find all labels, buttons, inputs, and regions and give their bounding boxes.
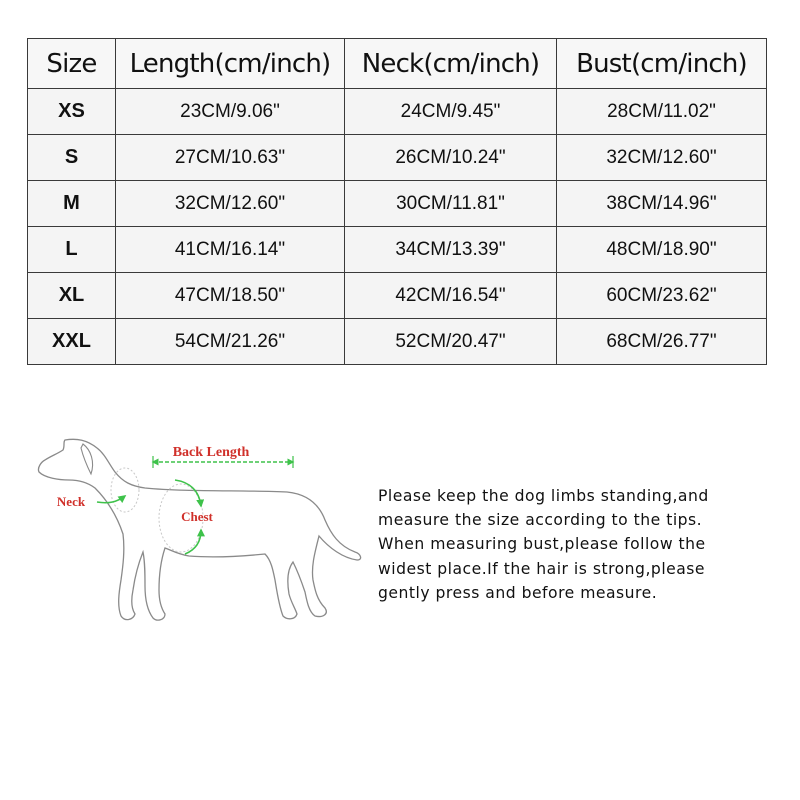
- size-cell: M: [28, 181, 116, 227]
- neck-cell: 34CM/13.39": [345, 227, 557, 273]
- header-bust: Bust(cm/inch): [557, 39, 767, 89]
- dog-silhouette-icon: [38, 439, 360, 620]
- length-cell: 41CM/16.14": [116, 227, 345, 273]
- table-row: [28, 273, 767, 319]
- neck-cell: 42CM/16.54": [345, 273, 557, 319]
- table-row: [28, 227, 767, 273]
- neck-cell: 26CM/10.24": [345, 135, 557, 181]
- bust-cell: 68CM/26.77": [557, 319, 767, 365]
- measuring-tips: [378, 484, 788, 605]
- bust-cell: 38CM/14.96": [557, 181, 767, 227]
- tip-line: Please keep the dog limbs standing,and: [378, 487, 709, 505]
- length-cell: 27CM/10.63": [116, 135, 345, 181]
- length-cell: 47CM/18.50": [116, 273, 345, 319]
- neck-label: Neck: [56, 494, 86, 509]
- table-row: [28, 181, 767, 227]
- length-cell: 54CM/21.26": [116, 319, 345, 365]
- size-cell: S: [28, 135, 116, 181]
- size-cell: XXL: [28, 319, 116, 365]
- tip-line: When measuring bust,please follow the: [378, 535, 706, 554]
- tip-line: gently press and before measure.: [378, 583, 658, 602]
- tip-line: measure the size according to the tips.: [378, 511, 703, 530]
- size-chart-table: [27, 38, 767, 365]
- bust-cell: 28CM/11.02": [557, 89, 767, 135]
- length-cell: 23CM/9.06": [116, 89, 345, 135]
- table-row: [28, 135, 767, 181]
- bust-cell: 48CM/18.90": [557, 227, 767, 273]
- length-cell: 32CM/12.60": [116, 181, 345, 227]
- bust-cell: 60CM/23.62": [557, 273, 767, 319]
- table-header-row: [28, 39, 767, 89]
- dog-measurement-diagram: [25, 430, 375, 630]
- neck-cell: 24CM/9.45": [345, 89, 557, 135]
- tip-line: widest place.If the hair is strong,please: [378, 559, 706, 578]
- size-cell: XS: [28, 89, 116, 135]
- table-row: [28, 319, 767, 365]
- header-neck: Neck(cm/inch): [345, 39, 557, 89]
- size-cell: XL: [28, 273, 116, 319]
- bust-cell: 32CM/12.60": [557, 135, 767, 181]
- neck-cell: 52CM/20.47": [345, 319, 557, 365]
- size-cell: L: [28, 227, 116, 273]
- header-length: Length(cm/inch): [116, 39, 345, 89]
- header-size: Size: [28, 39, 116, 89]
- chest-label: Chest: [181, 509, 213, 524]
- neck-cell: 30CM/11.81": [345, 181, 557, 227]
- table-row: [28, 89, 767, 135]
- back-length-label: Back Length: [172, 445, 250, 460]
